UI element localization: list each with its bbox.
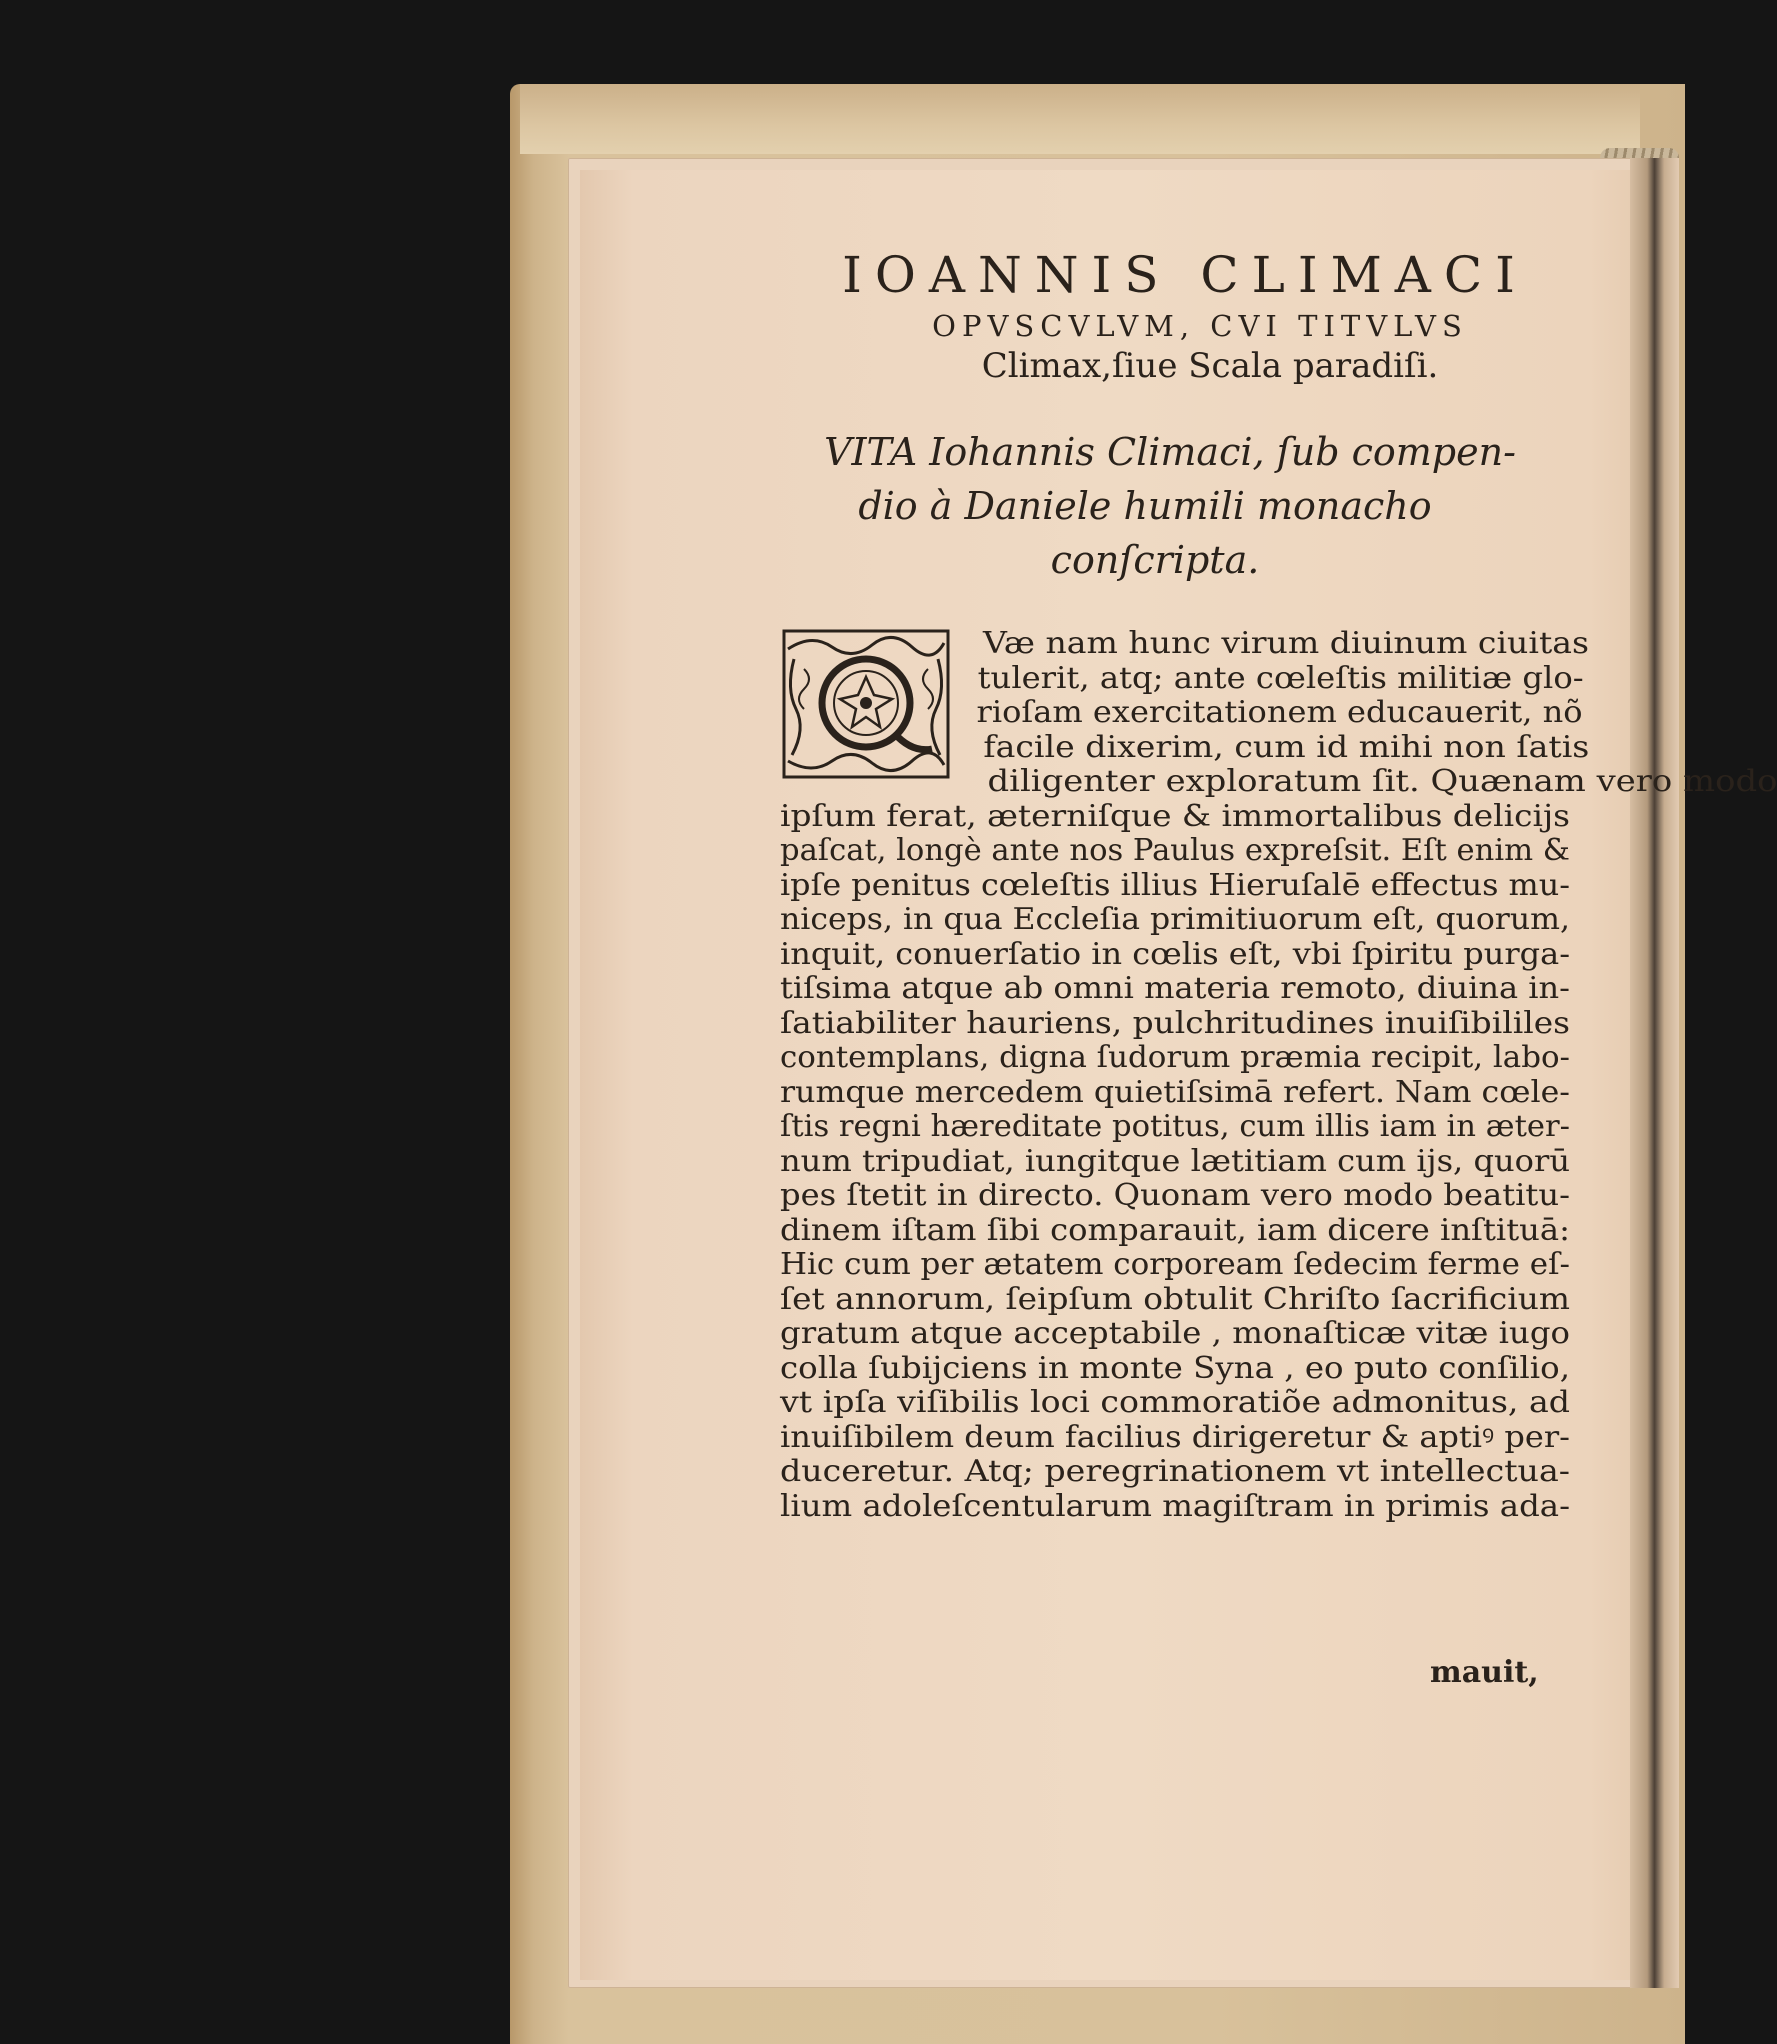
body-line: ſet annorum, ſeipſum obtulit Chriſto ſacrificium: [780, 1281, 1570, 1317]
body-line: lium adoleſcentularum magiſtram in primis ada-: [780, 1488, 1570, 1524]
subtitle: [780, 425, 1570, 587]
body-line: facile dixerim, cum id mihi non ſatis: [983, 729, 1590, 765]
body-line: diligenter exploratum ſit. Quænam vero modo: [987, 764, 1777, 799]
body-line: ſatiabiliter hauriens, pulchritudines inuiſibililes: [780, 1005, 1570, 1041]
page-text: [780, 246, 1777, 1524]
cover-top-edge: [520, 84, 1640, 154]
body-line: pes ſtetit in directo. Quonam vero modo beatitu-: [780, 1178, 1570, 1213]
body-line: rumque mercedem quietiſsimā refert. Nam cœle-: [780, 1074, 1570, 1110]
body-line: colla ſubijciens in monte Syna , eo puto conſilio,: [780, 1350, 1570, 1386]
body-line: contemplans, digna ſudorum præmia recipit, labo-: [780, 1040, 1570, 1075]
body-line: ſtis regni hæreditate potitus, cum illis iam in æter-: [780, 1109, 1570, 1144]
body-text: [780, 626, 1777, 1524]
body-line: ipſe penitus cœleſtis illius Hieruſalē effectus mu-: [780, 867, 1570, 903]
body-line: tiſsima atque ab omni materia remoto, diuina in-: [780, 971, 1570, 1006]
body-line: niceps, in qua Eccleſia primitiuorum eſt, quorum,: [780, 902, 1570, 937]
body-line: inquit, conuerſatio in cœlis eſt, vbi ſpiritu purga-: [780, 936, 1570, 972]
body-line: ipſum ferat, æterniſque & immortalibus delicijs: [780, 798, 1570, 834]
subtitle-line-1: VITA Iohannis Climaci, ſub compen-: [824, 430, 1516, 474]
title-line-2: OPVSCVLVM, CVI TITVLVS: [932, 309, 1468, 343]
body-line: vt ipſa viſibilis loci commoratiõe admonitus, ad: [780, 1385, 1570, 1420]
body-line: Væ nam hunc virum diuinum ciuitas: [982, 626, 1589, 661]
body-line: Hic cum per ætatem corpoream ſedecim ferme eſ-: [780, 1247, 1570, 1282]
body-line: tulerit, atq; ante cœleſtis militiæ glo-: [977, 660, 1584, 696]
catchword: mauit,: [1430, 1655, 1539, 1690]
title-line-1: IOANNIS CLIMACI: [842, 246, 1528, 304]
body-line: rioſam exercitationem educauerit, nõ: [976, 695, 1583, 730]
body-line: duceretur. Atq; peregrinationem vt intellectua-: [780, 1454, 1570, 1489]
body-line: num tripudiat, iungitque lætitiam cum ijs, quorū: [780, 1143, 1570, 1179]
title-line-3: Climax,ſiue Scala paradiſi.: [981, 346, 1439, 386]
body-line: inuiſibilem deum facilius dirigeretur & aptiꝰ per-: [780, 1419, 1570, 1455]
subtitle-line-2: dio à Daniele humili monacho: [858, 484, 1432, 528]
gutter-shadow: [1630, 158, 1679, 1988]
body-line: paſcat, longè ante nos Paulus expreſsit. Eſt enim &: [780, 833, 1570, 868]
body-line: dinem iſtam ſibi comparauit, iam dicere inſtituā:: [780, 1212, 1570, 1248]
body-line: gratum atque acceptabile , monaſticæ vitæ iugo: [780, 1316, 1570, 1351]
subtitle-line-3: conſcripta.: [1050, 538, 1260, 582]
